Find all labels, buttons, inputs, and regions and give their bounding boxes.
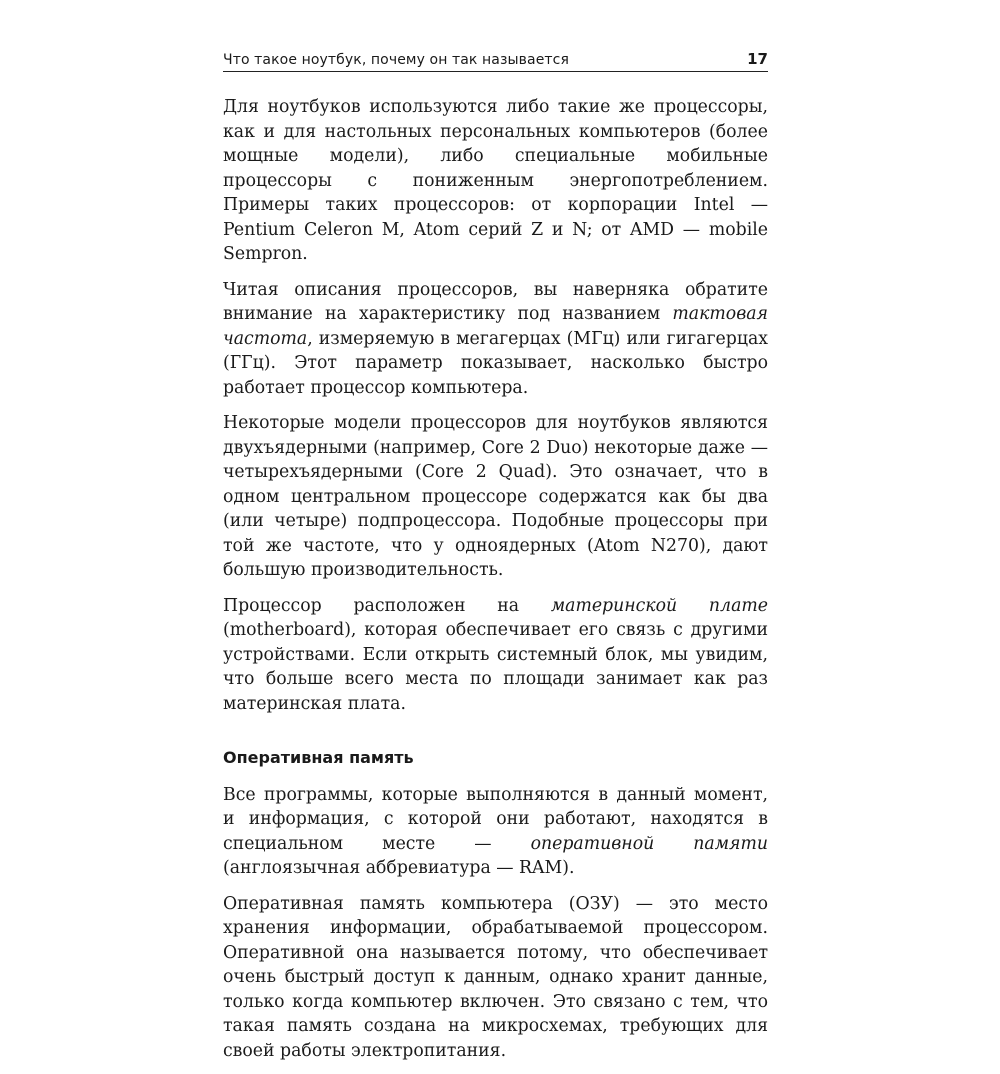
italic-term: тактовая частота	[223, 304, 768, 349]
page-body	[223, 95, 768, 1074]
paragraph-ram-intro	[223, 783, 768, 881]
paragraph-text: (motherboard), которая обеспечивает его связь с другими устройствами. Если открыть системный блок, мы увидим, что больше всего места по площади занимает как раз материнская плата.	[223, 620, 768, 714]
paragraph-multicore: Некоторые модели процессоров для ноутбуков являются двухъядерными (например, Core 2 Duo) некоторые даже — четырехъядерными (Core 2 Quad). Это означает, что в одном центральном процессоре содержатся как бы два (или четыре) подпроцессора. Подобные процессоры при той же частоте, что у одноядерных (Atom N270), дают большую производительность.	[223, 413, 768, 580]
paragraph-text: Читая описания процессоров, вы наверняка обратите внимание на характеристику под названием	[223, 279, 768, 324]
paragraph-text: (англоязычная аббревиатура — RAM).	[223, 858, 575, 878]
italic-term: оперативной памяти	[530, 833, 768, 854]
page-number: 17	[747, 50, 768, 68]
paragraph-text: Процессор расположен на	[223, 595, 551, 616]
paragraph-motherboard	[223, 594, 768, 717]
paragraph-text: Все программы, которые выполняются в данный момент, и информация, с которой они работают, находятся в специальном месте —	[223, 784, 768, 854]
paragraph-clock-frequency	[223, 278, 768, 401]
italic-term: материнской плате	[550, 595, 768, 616]
section-heading: Оперативная память	[223, 748, 414, 767]
running-title: Что такое ноутбук, почему он так называется	[223, 52, 569, 68]
paragraph-ram-details: Оперативная память компьютера (ОЗУ) — это место хранения информации, обрабатываемой процессором. Оперативной она называется потому, что обеспечивает очень быстрый доступ к данным, однако хранит данные, только когда компьютер включен. Это связано с тем, что такая память создана на микросхемах, требующих для своей работы электропитания.	[223, 893, 768, 1061]
paragraph-text: , измеряемую в мегагерцах (МГц) или гигагерцах (ГГц). Этот параметр показывает, насколько быстро работает процессор компьютера.	[223, 328, 768, 398]
paragraph-processors-types: Для ноутбуков используются либо такие же процессоры, как и для настольных персональных компьютеров (более мощные модели), либо специальные мобильные процессоры с пониженным энергопотреблением. Примеры таких процессоров: от корпорации Intel — Pentium Celeron M, Atom серий Z и N; от AMD — mobile Sempron.	[223, 97, 768, 264]
running-header	[223, 44, 768, 72]
